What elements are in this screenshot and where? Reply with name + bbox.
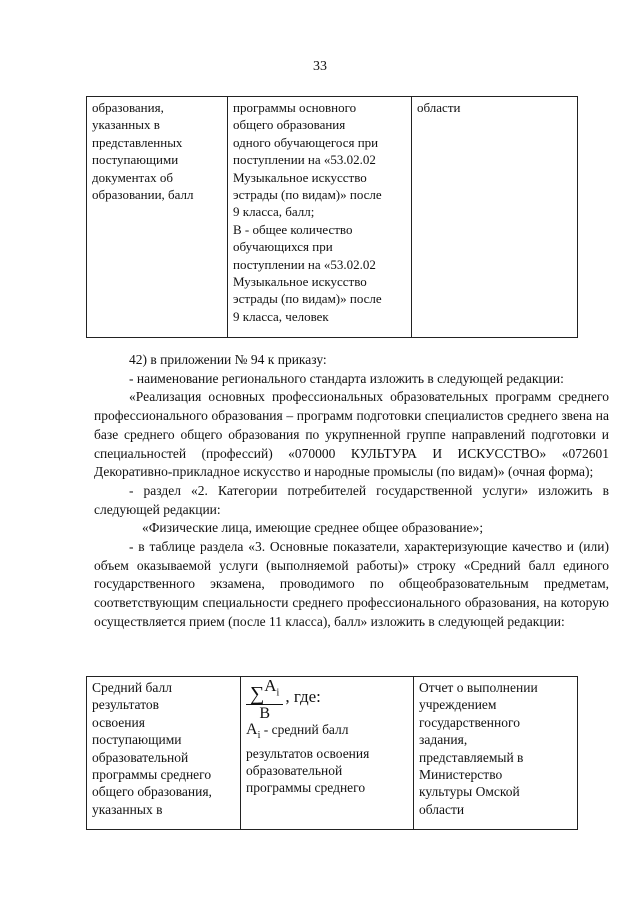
formula-denominator: B <box>259 704 270 722</box>
cell-line: результатов освоения <box>246 745 370 761</box>
cell-line: поступающими <box>92 152 179 168</box>
cell-line: Музыкальное искусство <box>233 169 367 185</box>
cell-line: Отчет о выполнении <box>419 680 538 695</box>
formula-where: , где: <box>285 687 321 707</box>
paragraph-standard-title: «Реализация основных профессиональных образовательных программ среднего профессионального образования – программ подготовки специалистов среднего звена на базе среднего общего образования по укрупненной группе направлений подготовки и специальностей (профессий) «070000 КУЛЬТУРА И ИСКУССТВО» «072601 Декоративно-прикладное искусство и народные промыслы (по видам)» (очная форма); <box>94 389 609 480</box>
table-row <box>87 677 578 830</box>
formula-variable <box>264 677 279 702</box>
sum-symbol: ∑ <box>250 682 265 705</box>
cell-line: представленных <box>92 134 183 150</box>
cell-line: поступлении на «53.02.02 <box>233 256 376 272</box>
paragraph-item-42: 42) в приложении № 94 к приказу: <box>129 352 327 367</box>
paragraph-standard-name: - наименование регионального стандарта изложить в следующей редакции: <box>129 370 564 386</box>
paragraph-section-2: - раздел «2. Категории потребителей государственной услуги» изложить в следующей редакции: <box>94 482 609 517</box>
cell-line: 9 класса, балл; <box>233 204 315 220</box>
source-cell <box>412 97 578 338</box>
formula-fraction <box>246 677 283 722</box>
cell-line: представляемый в <box>419 749 524 765</box>
cell-line: образовательной <box>246 763 343 778</box>
paragraph-consumers: «Физические лица, имеющие среднее общее образование»; <box>142 520 484 536</box>
source-cell <box>414 677 578 830</box>
cell-line: государственного <box>419 714 520 730</box>
variable-subscript: i <box>257 730 261 742</box>
cell-line: Средний балл <box>92 680 172 695</box>
definition-variable <box>246 721 261 742</box>
cell-line: Министерство <box>419 767 503 783</box>
variable-subscript: i <box>276 687 280 699</box>
cell-line: области <box>417 100 461 115</box>
paragraph-section-3: - в таблице раздела «3. Основные показатели, характеризующие качество и (или) объем оказываемой услуги (выполняемой работы)» строку «Средний балл единого государственного экзамена, проводимого по общеобразовательным предметам, соответствующим специальности среднего профессионального образования, на которую осуществляется прием (после 11 класса), балл» изложить в следующей редакции: <box>94 539 609 629</box>
formula-cell <box>241 677 414 830</box>
indicator-table-continuation <box>86 96 578 338</box>
amendment-text <box>94 351 609 632</box>
page-number: 33 <box>313 59 327 74</box>
variable-symbol: A <box>264 676 277 696</box>
cell-line: Музыкальное искусство <box>233 274 367 290</box>
cell-line: программы среднего <box>246 780 366 796</box>
cell-line: образовательной <box>92 749 189 765</box>
cell-line: образовании, балл <box>92 187 194 203</box>
formula-numerator <box>246 677 283 704</box>
cell-line: одного обучающегося при <box>233 134 379 150</box>
cell-line: образования, <box>92 100 164 115</box>
cell-line: культуры Омской <box>419 784 520 800</box>
cell-line: освоения <box>92 714 145 730</box>
average-score-formula <box>246 676 409 722</box>
cell-line: указанных в <box>92 801 163 817</box>
cell-line: документах об <box>92 169 174 185</box>
replacement-row-table <box>86 676 578 830</box>
cell-line: общего образования <box>233 117 346 133</box>
table-row <box>87 97 578 338</box>
indicator-name-cell <box>87 97 228 338</box>
cell-line: указанных в <box>92 117 160 133</box>
cell-line: общего образования, <box>92 784 212 800</box>
cell-line: В - общее количество <box>233 221 353 237</box>
cell-line: программы среднего <box>92 767 212 783</box>
cell-line: поступлении на «53.02.02 <box>233 152 376 168</box>
indicator-name-cell <box>87 677 241 830</box>
cell-line: поступающими <box>92 732 182 748</box>
cell-line: обучающихся при <box>233 239 333 255</box>
cell-line: эстрады (по видам)» после <box>233 187 382 203</box>
cell-line: программы основного <box>233 100 357 115</box>
cell-line: учреждением <box>419 697 497 713</box>
cell-line: 9 класса, человек <box>233 308 329 324</box>
cell-line: области <box>419 801 465 817</box>
cell-line: результатов <box>92 697 160 713</box>
formula-description-cell <box>228 97 412 338</box>
variable-definition <box>246 721 409 745</box>
cell-line: эстрады (по видам)» после <box>233 291 382 307</box>
variable-symbol: A <box>246 721 258 738</box>
definition-text: - средний балл <box>260 722 349 737</box>
cell-line: задания, <box>419 732 468 748</box>
